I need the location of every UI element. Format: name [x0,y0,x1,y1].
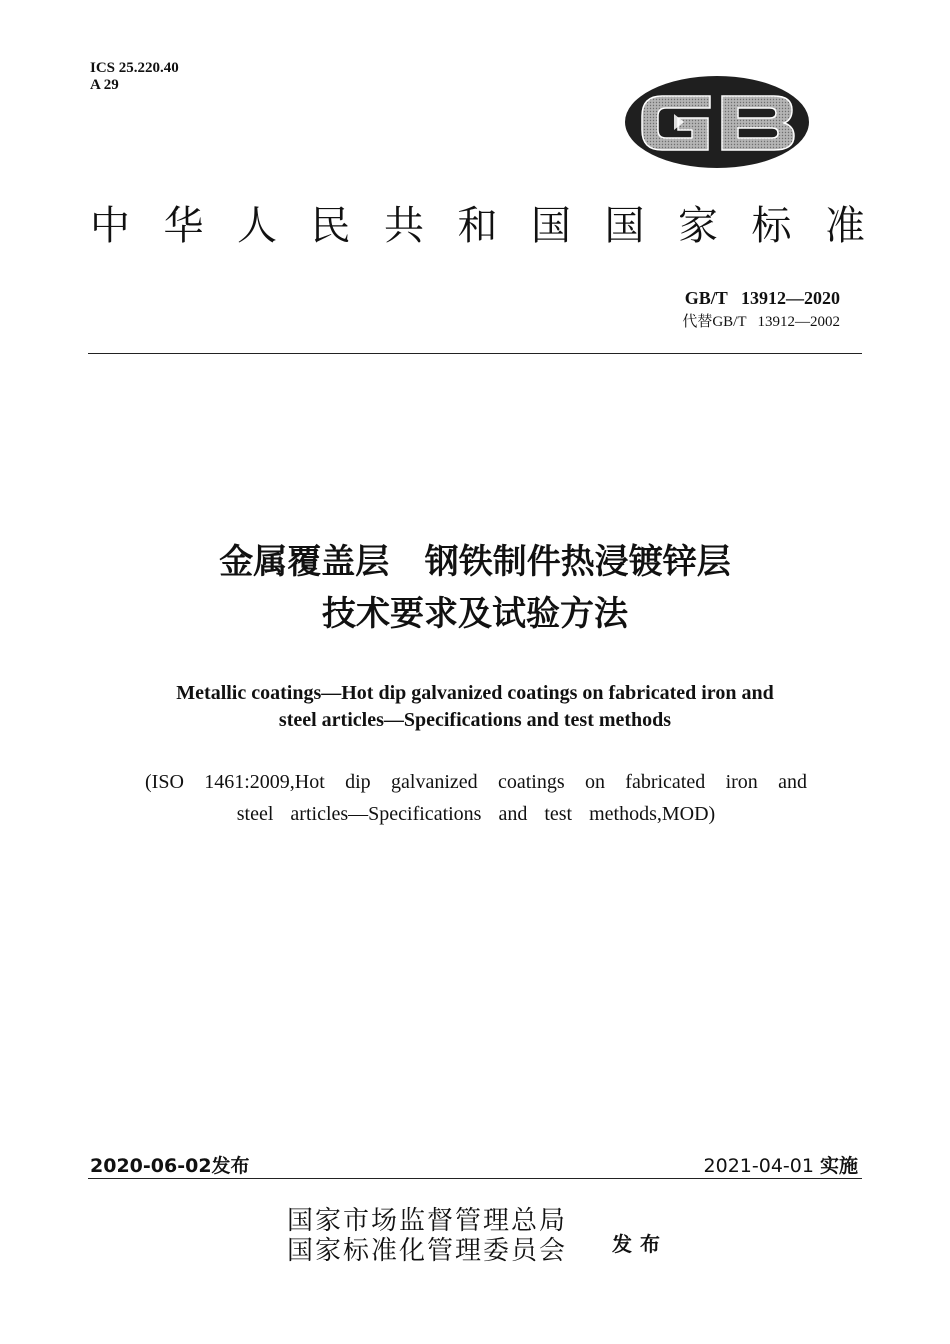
header-divider [88,353,862,354]
implementation-date-value: 2021-04-01 [703,1155,820,1177]
gb-emblem-icon [622,74,812,170]
heading-char: 共 [384,203,424,249]
publish-label: 发布 [612,1232,668,1256]
replaced-standard: 代替GB/T 13912—2002 [682,314,840,330]
heading-char: 家 [678,203,718,249]
heading-char: 人 [237,203,277,249]
heading-char: 国 [604,203,645,249]
heading-char: 中 [90,203,130,249]
chinese-title-line1: 金属覆盖层 钢铁制件热浸镀锌层 [219,542,731,582]
heading-char: 和 [457,203,498,249]
implementation-date [704,1151,858,1178]
heading-char: 准 [825,203,865,249]
implementation-label: 实施 [819,1155,858,1177]
heading-char: 华 [163,203,204,249]
national-standard-heading [90,196,865,256]
ccs-number: A 29 [90,77,119,93]
heading-char: 国 [531,203,571,249]
iso-reference [145,766,807,830]
english-title [0,680,950,734]
issuer-samr: 国家市场监督管理总局 [287,1206,568,1236]
iso-reference-line1: (ISO 1461:2009,Hot dip galvanized coatings on fabricated iron and [145,771,807,793]
footer-divider [88,1178,862,1179]
issuer-sac: 国家标准化管理委员会 [287,1236,568,1266]
iso-reference-line2: steel articles—Specifications and test methods,MOD) [236,803,716,825]
standard-number: GB/T 13912—2020 [684,288,840,308]
english-title-line2: steel articles—Specifications and test methods [278,709,672,731]
english-title-line1: Metallic coatings—Hot dip galvanized coatings on fabricated iron and [176,682,774,704]
issuing-authorities [287,1206,567,1266]
chinese-title [0,536,950,640]
heading-char: 标 [751,203,792,249]
ics-number: ICS 25.220.40 [90,60,179,76]
ics-code-block [90,60,179,94]
issue-date: 2020-06-02发布 [90,1155,250,1177]
chinese-title-line2: 技术要求及试验方法 [322,594,628,634]
heading-char: 民 [310,203,351,249]
